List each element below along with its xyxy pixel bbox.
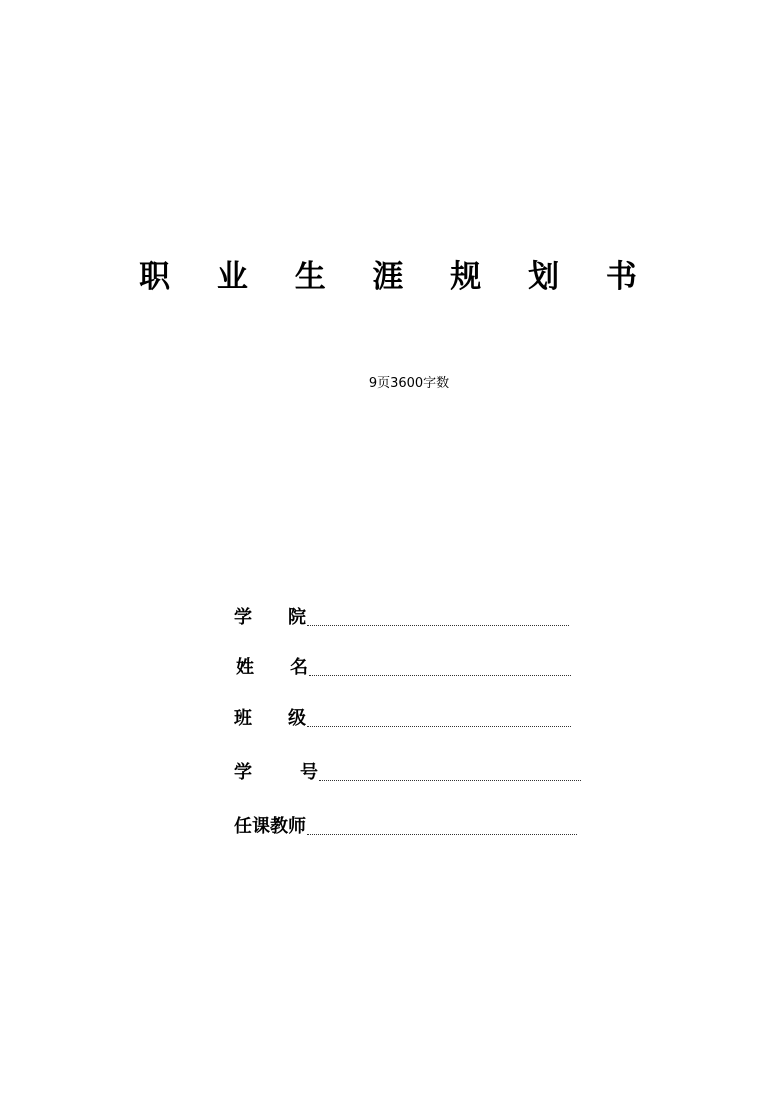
teacher-field <box>234 813 577 839</box>
student-id-input-line[interactable] <box>319 780 581 781</box>
college-label-char-1: 学 <box>234 607 252 628</box>
name-input-line[interactable] <box>309 675 571 676</box>
name-field <box>234 654 571 680</box>
college-input-line[interactable] <box>307 625 569 626</box>
college-field <box>234 604 569 630</box>
document-subtitle: 9页3600字数 <box>368 376 450 391</box>
class-field <box>234 705 571 731</box>
document-title: 职 业 生 涯 规 划 书 <box>139 259 655 295</box>
college-label <box>234 606 306 630</box>
college-label-char-2: 院 <box>288 607 306 628</box>
name-label <box>234 656 308 680</box>
student-id-label-char-1: 学 <box>234 762 252 783</box>
student-id-label-char-2: 号 <box>300 762 318 783</box>
student-id-label <box>234 761 318 785</box>
name-label-char-1: 姓 <box>236 657 254 678</box>
class-label-char-1: 班 <box>234 708 252 729</box>
student-id-field <box>234 759 581 785</box>
class-input-line[interactable] <box>307 726 571 727</box>
class-label-char-2: 级 <box>288 708 306 729</box>
teacher-input-line[interactable] <box>307 834 577 835</box>
teacher-label: 任课教师 <box>234 816 306 837</box>
class-label <box>234 707 306 731</box>
name-label-char-2: 名 <box>290 657 308 678</box>
